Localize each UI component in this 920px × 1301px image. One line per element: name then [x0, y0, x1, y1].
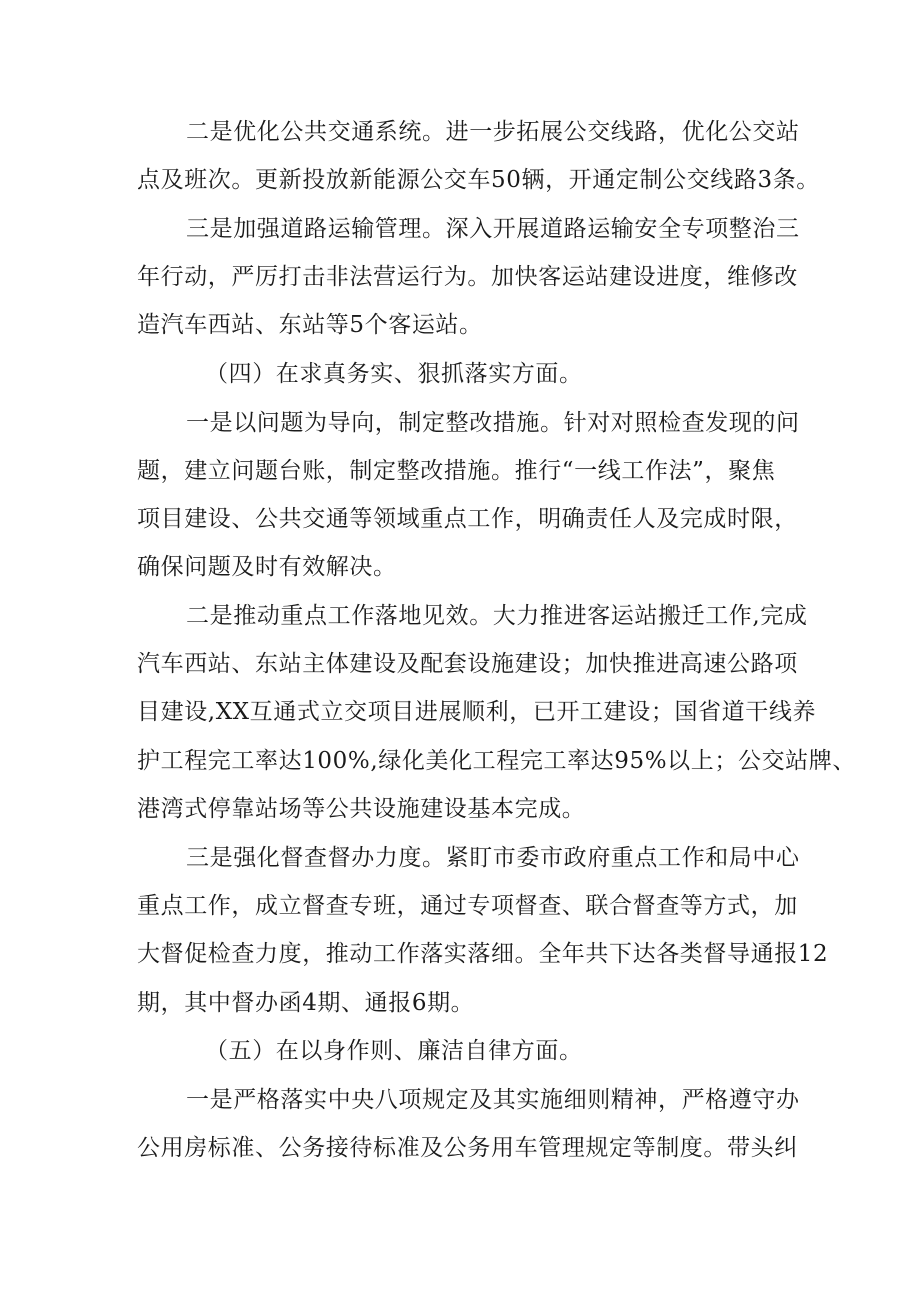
text-line: 题，建立问题台账，制定整改措施。推行“一线工作法”，聚焦: [137, 458, 776, 484]
text-line: 确保问题及时有效解决。: [137, 554, 397, 580]
text-line: 点及班次。更新投放新能源公交车50辆，开通定制公交线路3条。: [137, 167, 820, 193]
section-heading: （五）在以身作则、廉洁自律方面。: [205, 1038, 583, 1064]
text-line: 一是严格落实中央八项规定及其实施细则精神，严格遵守办: [186, 1087, 800, 1113]
text-line: 目建设,XX互通式立交项目进展顺利，已开工建设；国省道干线养: [137, 699, 817, 725]
text-line: 公用房标准、公务接待标准及公务用车管理规定等制度。带头纠: [137, 1135, 798, 1161]
text-line: 三是加强道路运输管理。深入开展道路运输安全专项整治三: [186, 216, 800, 242]
text-line: 三是强化督查督办力度。紧盯市委市政府重点工作和局中心: [186, 845, 800, 871]
text-line: 大督促检查力度，推动工作落实落细。全年共下达各类督导通报12: [137, 941, 829, 967]
text-line: 护工程完工率达100%,绿化美化工程完工率达95%以上；公交站牌、: [137, 748, 856, 774]
text-line: 期，其中督办函4期、通报6期。: [137, 990, 475, 1016]
text-line: 二是优化公共交通系统。进一步拓展公交线路，优化公交站: [186, 119, 800, 145]
text-line: 重点工作，成立督查专班，通过专项督查、联合督查等方式，加: [137, 893, 798, 919]
section-heading: （四）在求真务实、狠抓落实方面。: [205, 361, 583, 387]
text-line: 项目建设、公共交通等领域重点工作，明确责任人及完成时限，: [137, 506, 798, 532]
text-line: 造汽车西站、东站等5个客运站。: [137, 312, 483, 338]
text-line: 一是以问题为导向，制定整改措施。针对对照检查发现的问: [186, 410, 800, 436]
text-line: 汽车西站、东站主体建设及配套设施建设；加快推进高速公路项: [137, 651, 798, 677]
text-line: 二是推动重点工作落地见效。大力推进客运站搬迁工作,完成: [186, 603, 808, 629]
text-line: 年行动，严厉打击非法营运行为。加快客运站建设进度，维修改: [137, 264, 798, 290]
text-line: 港湾式停靠站场等公共设施建设基本完成。: [137, 796, 586, 822]
